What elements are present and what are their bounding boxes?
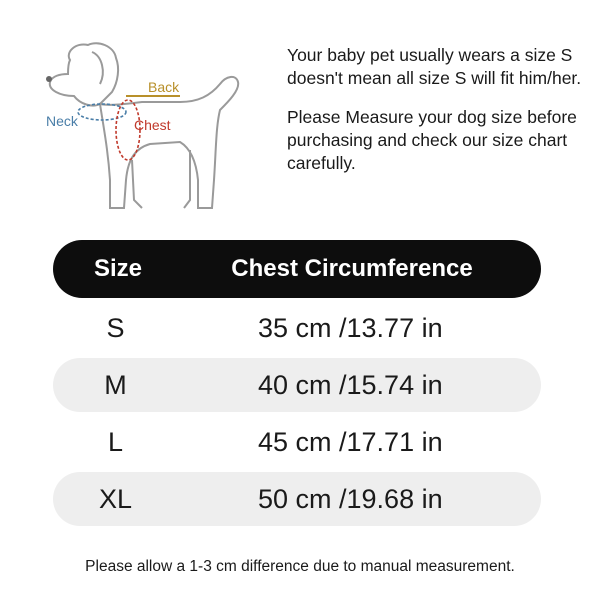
intro-text bbox=[287, 44, 587, 175]
neck-label: Neck bbox=[46, 113, 78, 129]
chest-label: Chest bbox=[134, 117, 171, 133]
intro-paragraph-2: Please Measure your dog size before purchasing and check our size chart carefully. bbox=[287, 107, 577, 173]
table-header bbox=[53, 240, 541, 298]
intro-paragraph-1: Your baby pet usually wears a size S doesn't mean all size S will fit him/her. bbox=[287, 45, 582, 88]
row-chest-value: 45 cm /17.71 in bbox=[258, 426, 443, 457]
table-row bbox=[53, 415, 541, 469]
row-chest-value: 40 cm /15.74 in bbox=[258, 369, 443, 400]
row-size: XL bbox=[98, 483, 133, 514]
row-size: M bbox=[104, 369, 127, 400]
row-chest-value: 35 cm /13.77 in bbox=[258, 312, 443, 343]
measurement-note: Please allow a 1-3 cm difference due to manual measurement. bbox=[85, 558, 515, 575]
header-size: Size bbox=[93, 255, 143, 282]
size-chart-table bbox=[53, 240, 541, 526]
row-size: S bbox=[106, 312, 125, 343]
dog-outline-icon bbox=[30, 30, 280, 220]
row-chest-value: 50 cm /19.68 in bbox=[258, 483, 443, 514]
table-row bbox=[53, 472, 541, 526]
row-size: L bbox=[107, 426, 124, 457]
header-chest-circumference: Chest Circumference bbox=[231, 255, 473, 282]
dog-measurement-diagram bbox=[30, 30, 280, 220]
back-label: Back bbox=[148, 79, 180, 95]
table-row bbox=[53, 358, 541, 412]
table-row bbox=[53, 301, 541, 355]
